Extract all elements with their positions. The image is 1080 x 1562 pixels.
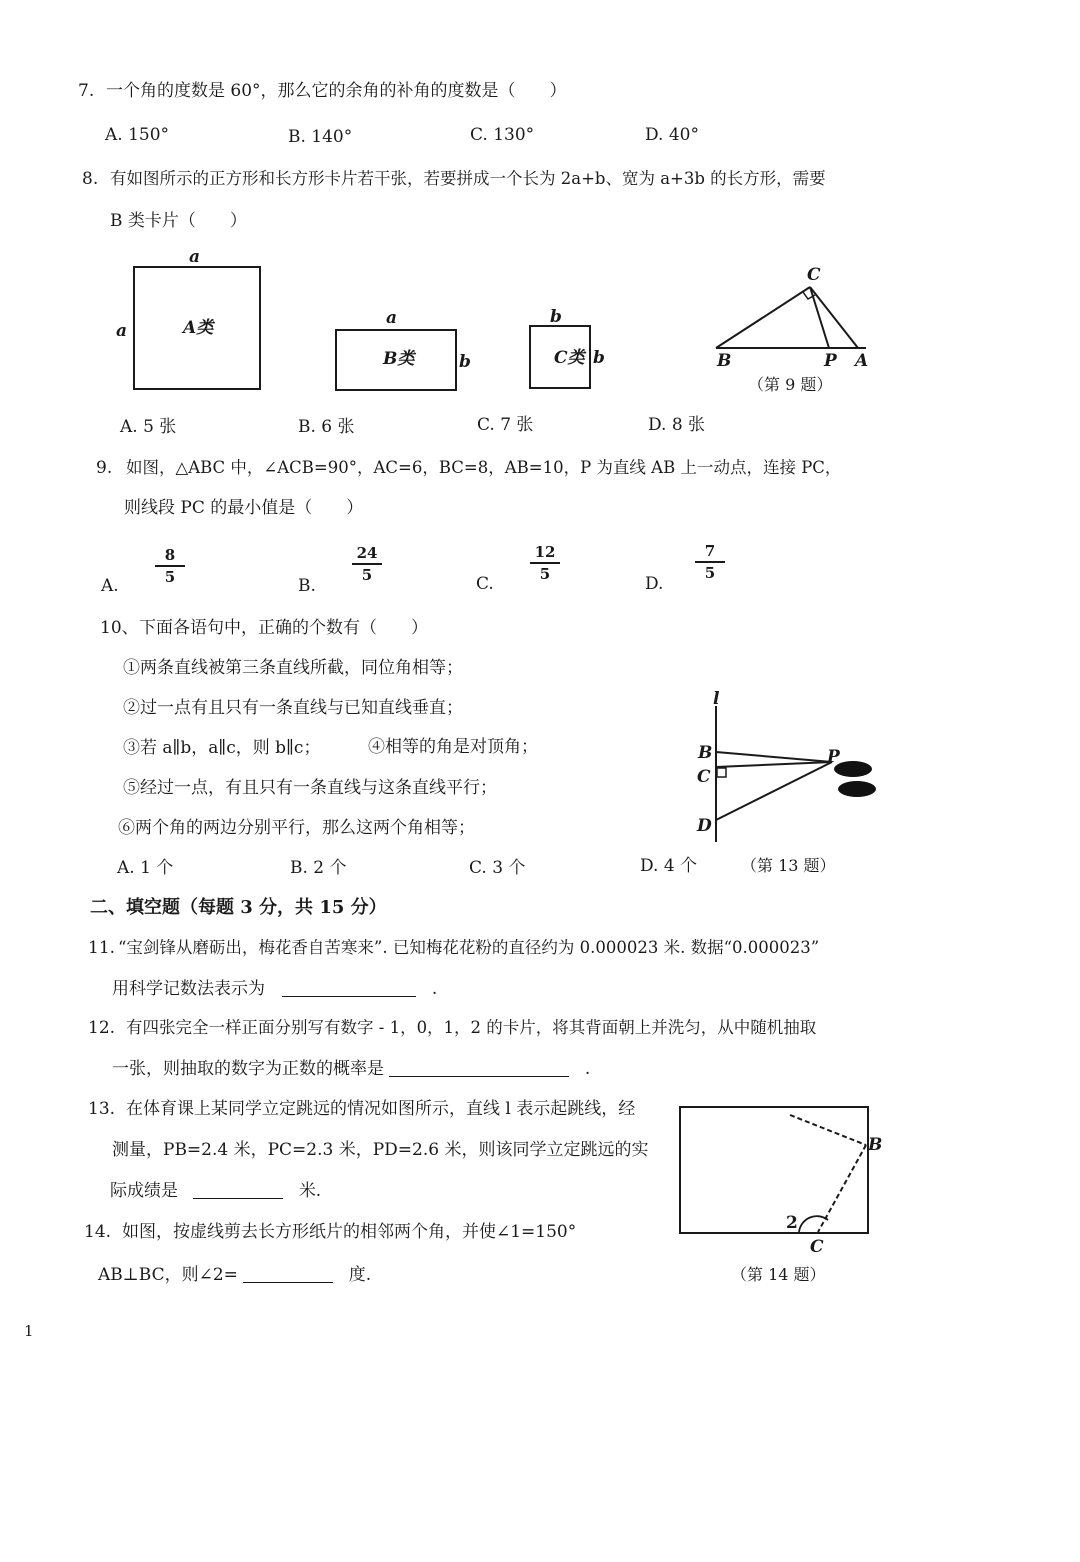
q14-stem-text: AB⊥BC，则∠2=	[98, 1265, 238, 1285]
q9-option-d-numerator: 7	[695, 542, 725, 563]
q9-option-d-letter: D.	[645, 574, 664, 594]
fig14-label-angle2: 2	[786, 1213, 798, 1233]
q9-option-c-letter: C.	[476, 574, 494, 594]
fig9-label-p: P	[824, 351, 837, 371]
q8-option-a: A. 5 张	[120, 417, 177, 437]
card-a-center-label: A类	[183, 318, 214, 338]
card-a-side-label: a	[116, 321, 128, 341]
q10-option-b: B. 2 个	[290, 858, 347, 878]
q13-end: 米.	[298, 1181, 322, 1201]
q10-option-d: D. 4 个	[640, 856, 698, 876]
fig13-label-l: l	[713, 689, 720, 709]
q10-option-c: C. 3 个	[469, 858, 526, 878]
q12-stem-line1: 有四张完全一样正面分别写有数字 - 1，0，1，2 的卡片，将其背面朝上并洗匀，从中随机抽取	[126, 1018, 817, 1037]
q12-stem-text: 一张，则抽取的数字为正数的概率是	[112, 1059, 384, 1079]
q9-option-a-denominator: 5	[164, 568, 176, 586]
q9-option-b-numerator: 24	[352, 544, 382, 565]
q14-number: 14.	[84, 1222, 112, 1242]
q10-statement-2: ②过一点有且只有一条直线与已知直线垂直；	[123, 698, 463, 718]
q10-statement-3: ③若 a∥b，a∥c，则 b∥c；	[123, 738, 321, 758]
q7-number: 7.	[78, 81, 95, 101]
q12-number: 12.	[88, 1018, 116, 1038]
q10-stem: 下面各语句中，正确的个数有（ ）	[139, 618, 428, 638]
q11-stem-line1: “宝剑锋从磨砺出，梅花香自苦寒来”. 已知梅花花粉的直径约为 0.000023 米. 数据“0.000023”	[118, 938, 820, 957]
q11-end: .	[431, 979, 438, 999]
q9-option-c-denominator: 5	[539, 565, 551, 583]
fig13-caption: （第 13 题）	[741, 856, 836, 875]
fig14-label-c: C	[810, 1237, 824, 1257]
q11-number: 11.	[88, 938, 116, 958]
fig9-caption: （第 9 题）	[748, 375, 833, 394]
q9-option-d-denominator: 5	[704, 564, 716, 582]
q8-stem-line1: 有如图所示的正方形和长方形卡片若干张，若要拼成一个长为 2a+b、宽为 a+3b 的长方形，需要	[110, 169, 826, 188]
q10-statement-6: ⑥两个角的两边分别平行，那么这两个角相等；	[118, 818, 475, 838]
q8-number: 8.	[82, 169, 99, 189]
q10-number: 10、	[100, 618, 139, 638]
card-a-top-label: a	[189, 247, 201, 267]
q9-option-b-denominator: 5	[361, 566, 373, 584]
q8-option-b: B. 6 张	[298, 417, 355, 437]
q14-stem-line1: 如图，按虚线剪去长方形纸片的相邻两个角，并使∠1=150°	[122, 1222, 577, 1242]
q14-answer-blank[interactable]	[243, 1264, 333, 1283]
q12-end: .	[584, 1059, 591, 1079]
card-b-top-label: a	[386, 308, 398, 328]
q13-stem-text: 际成绩是	[110, 1181, 178, 1201]
fig13-label-d: D	[697, 816, 712, 836]
q8-option-c: C. 7 张	[477, 415, 534, 435]
q7-option-a: A. 150°	[105, 125, 170, 145]
q9-option-c-numerator: 12	[530, 543, 560, 564]
q13-stem-line1: 在体育课上某同学立定跳远的情况如图所示，直线 l 表示起跳线，经	[126, 1099, 636, 1119]
fig13-label-p: P	[827, 747, 840, 767]
q9-number: 9.	[96, 458, 113, 478]
card-b-side-label: b	[459, 352, 471, 372]
fig9-label-c: C	[807, 265, 821, 285]
q7-stem: 一个角的度数是 60°，那么它的余角的补角的度数是（ ）	[106, 81, 567, 101]
q9-option-a-numerator: 8	[155, 546, 185, 567]
q10-statement-4: ④相等的角是对顶角；	[368, 737, 538, 757]
fig9-label-b: B	[717, 351, 732, 371]
q10-option-a: A. 1 个	[117, 858, 174, 878]
fig9-label-a: A	[855, 351, 869, 371]
fig13-label-c: C	[697, 767, 711, 787]
q9-option-a-letter: A.	[101, 576, 119, 596]
page-number: 1	[24, 1322, 34, 1340]
q14-stem-line2	[98, 1264, 371, 1286]
card-c-center-label: C类	[554, 348, 585, 368]
q13-number: 13.	[88, 1099, 116, 1119]
q7-option-c: C. 130°	[470, 125, 535, 145]
q9-stem-line2: 则线段 PC 的最小值是（ ）	[124, 498, 364, 518]
fig14-label-b: B	[868, 1135, 883, 1155]
q7-option-d: D. 40°	[645, 125, 699, 145]
card-c-top-label: b	[550, 307, 562, 327]
q11-stem-text: 用科学记数法表示为	[112, 979, 265, 999]
q7-option-b: B. 140°	[288, 127, 353, 147]
q10-statement-1: ①两条直线被第三条直线所截，同位角相等；	[123, 658, 463, 678]
card-b-center-label: B类	[383, 349, 415, 369]
q14-end: 度.	[348, 1265, 372, 1285]
section2-heading: 二、填空题（每题 3 分，共 15 分）	[90, 897, 387, 918]
q8-stem-line2: B 类卡片（ ）	[110, 211, 247, 231]
q8-option-d: D. 8 张	[648, 415, 706, 435]
card-c-side-label: b	[593, 348, 605, 368]
q9-option-b-letter: B.	[298, 576, 316, 596]
q9-stem-line1: 如图，△ABC 中，∠ACB=90°，AC=6，BC=8，AB=10，P 为直线 AB 上一动点，连接 PC，	[126, 458, 842, 477]
fig14-caption: （第 14 题）	[731, 1265, 826, 1284]
q13-stem-line2: 测量，PB=2.4 米，PC=2.3 米，PD=2.6 米，则该同学立定跳远的实	[112, 1140, 649, 1160]
fig13-label-b: B	[698, 743, 713, 763]
q10-statement-5: ⑤经过一点，有且只有一条直线与这条直线平行；	[123, 778, 497, 798]
